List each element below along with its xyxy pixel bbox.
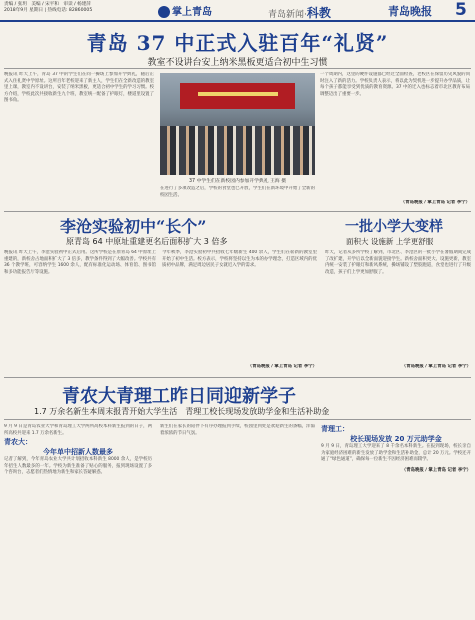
sec1-headline: 今年单中招新人数最多 xyxy=(43,448,113,457)
sec1-body: 记者了解到，今年青岛农业大学共计划招收本科新生 8000 余人，是学校历年招生人数最多的一年。学校为新生准备了贴心的服务，报到现场设置了多个咨询台，志愿者们热情地为新生和家长答疑解惑。 xyxy=(4,457,152,476)
edition-line-2: 2018年9月 星期日 | 热线电话: 82860005 xyxy=(4,7,93,13)
newspaper-brand: 青岛晚报 xyxy=(388,5,432,18)
article4-col-right xyxy=(321,424,471,614)
edition-line-1: 责编 / 张玥 美编 / 宋平和 审读 / 杨建萍 xyxy=(4,2,91,7)
edition-info xyxy=(4,2,139,13)
sec1-title: 青农大： xyxy=(4,438,32,447)
photo-caption: 37 中学生们在新校园内参加开学典礼 王海 摄 xyxy=(188,179,287,184)
app-logo-icon xyxy=(158,6,170,18)
stage-banner xyxy=(180,83,295,109)
article4-col-left xyxy=(4,424,152,614)
divider xyxy=(4,211,471,212)
page-number: 5 xyxy=(455,0,467,20)
article4-col-mid: 新生们在家长的陪伴下有序办理报到手续，校园里到处是欢迎新生的条幅，洋溢着浓浓的节日气氛。 xyxy=(160,424,315,436)
article3-byline: （青岛晚报 / 掌上青岛 记者 李宁） xyxy=(401,364,471,369)
app-logo xyxy=(158,3,212,18)
students-crowd xyxy=(160,126,315,175)
article1-col-right: 一个周期内，这里的硬件设施都已经过全面检查，老校区在保留历史风貌的同时注入了新的活力。学校负责人表示，将以此为契机进一步提升办学品质，让每个孩子都能享受到优质的教育资源。37 中的迁入也标志着市北区教育布局调整迈出了重要一步。 xyxy=(320,72,470,97)
article1-subtitle: 教室不设讲台安上纳米黑板更适合初中生习惯 xyxy=(147,58,328,68)
sec2-title: 青理工： xyxy=(321,425,349,433)
article3-subtitle: 面积大 设施新 上学更舒服 xyxy=(346,237,434,246)
article4-title: 青农大青理工昨日同迎新学子 xyxy=(62,386,296,407)
article1-col-left: 晚报讯 昨天上午，青岛 37 中的学生们在同一操场上参加开学典礼，随后正式入住礼贤中学原址。这所百年老校迎来了新主人，学生们在全新改造的教室里上课，教室内不设讲台，安装了纳米黑板，更适合初中学生的学习习惯。校方介绍，学校此次共接收新生九个班，教室统一配备了护眼灯，楼道里设置了图书角。 xyxy=(4,72,154,104)
divider xyxy=(4,377,471,378)
article2-col-left: 晚报讯 昨天上午，李沧实验初中正式启用。这所学校是在原青岛 64 中原址上重建的，新校舍占地面积扩大了 3 倍多，教学条件得到了大幅改善。学校共有 36 个教学班，可容纳学生 1600 余人，配有标准化运动场、体育馆、图书馆和多功能报告厅等设施。 xyxy=(4,250,156,275)
section-name: 科教 xyxy=(306,6,331,20)
article1-title: 青岛 37 中正式入驻百年“礼贤” xyxy=(86,31,389,55)
article1-byline: （青岛晚报 / 掌上青岛 记者 李宁） xyxy=(400,200,470,205)
article3-title: 一批小学大变样 xyxy=(345,219,443,235)
section-title xyxy=(268,4,331,21)
article2-byline: （青岛晚报 / 掌上青岛 记者 李宁） xyxy=(247,364,317,369)
article2-col-right: 今年秋季，李沧实验初中共招收七年级新生 400 余人，学生们在崭新的教室里开始了初中生活。校方表示，学校将坚持以生为本的办学理念，打造区域内的优质初中品牌，满足周边居民子女就近入学的需求。 xyxy=(162,250,317,269)
page-header xyxy=(0,0,475,22)
article1-photo xyxy=(160,73,315,175)
divider xyxy=(4,419,471,420)
sec2-headline: 校长现场发放 20 万元助学金 xyxy=(350,435,442,443)
article4-subtitle: 1.7 万余名新生本周末报青开始大学生活 青理工校长现场发放助学金和生活补助金 xyxy=(34,407,330,416)
article4-byline: （青岛晚报 / 掌上青岛 记者 李宁） xyxy=(401,467,471,473)
article1-col-mid: 在进行了多项改造之后，学校的食堂也已开放，学生们在新环境中开始了全新的校园生活。 xyxy=(160,186,315,198)
divider xyxy=(4,68,471,69)
article2-title: 李沧实验初中“长个” xyxy=(60,217,207,236)
sec2-body: 9 月 9 日，青岛理工大学迎来了 8 千余名本科新生。在报到现场，校长亲自为家庭经济困难的新生发放了助学金和生活补助金，总计 20 万元。学校还开通了“绿色通道”，确保每一位新生不因经济困难而辍学。 xyxy=(321,444,471,463)
article4-lead: 9 月 9 日是青岛农业大学和青岛理工大学两所高校本科新生报到的日子，两所高校共迎来 1.7 万余名新生。 xyxy=(4,424,152,436)
section-prefix: 青岛新闻· xyxy=(268,10,307,20)
article3-body: 昨天，记者从多所学校了解到，市北区、李沧区的一批小学在暑假期间完成了改扩建，开学后以全新面貌迎接学生。新校舍面积更大、设施更新，教室内统一安装了护眼灯和新风系统，操场铺设了塑胶跑道，食堂也进行了升级改造，孩子们上学更加舒服了。 xyxy=(325,250,471,275)
article2-subtitle: 原青岛 64 中原址重建更名后面积扩大 3 倍多 xyxy=(66,237,228,246)
app-name: 掌上青岛 xyxy=(172,7,212,18)
